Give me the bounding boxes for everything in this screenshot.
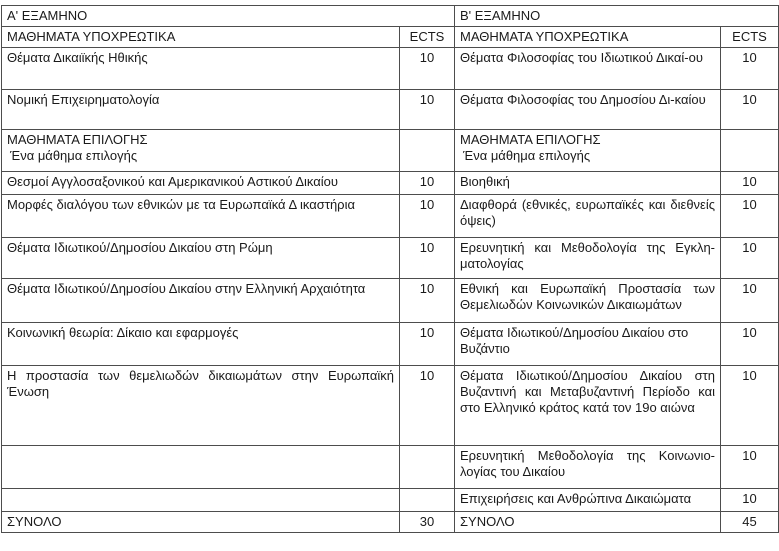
course-b-ects: 10 (721, 195, 779, 238)
table-row (2, 279, 779, 323)
course-a-ects: 10 (400, 238, 455, 279)
course-b-ects: 10 (721, 366, 779, 446)
compulsory-label-a: ΜΑΘΗΜΑΤΑ ΥΠΟΧΡΕΩΤΙΚΑ (2, 27, 400, 48)
course-b-ects: 10 (721, 489, 779, 512)
course-a-ects (400, 489, 455, 512)
total-ects-a: 30 (400, 512, 455, 533)
course-a (2, 489, 400, 512)
table-row (2, 195, 779, 238)
course-b: Βιοηθική (455, 172, 721, 195)
semester-b-header: Β' ΕΞΑΜΗΝΟ (455, 6, 779, 27)
course-a-ects: 10 (400, 48, 455, 90)
table-row (2, 90, 779, 130)
table-row (2, 172, 779, 195)
course-b-ects: 10 (721, 279, 779, 323)
semester-header-row (2, 6, 779, 27)
course-b: Θέματα Ιδιωτικού/Δημοσίου Δικαίου στο Βυζάντιο (455, 323, 721, 366)
table-row (2, 489, 779, 512)
electives-note-a: Ένα μάθημα επιλογής (10, 148, 138, 163)
course-a-ects: 10 (400, 195, 455, 238)
electives-note-b: Ένα μάθημα επιλογής (463, 148, 591, 163)
semester-courses-table (1, 5, 779, 533)
course-b: Ερευνητική Μεθοδολογία της Κοινωνιο-λογίας του Δικαίου (455, 446, 721, 489)
compulsory-header-row (2, 27, 779, 48)
course-a: Θεσμοί Αγγλοσαξονικού και Αμερικανικού Αστικού Δικαίου (2, 172, 400, 195)
course-b: Θέματα Ιδιωτικού/Δημοσίου Δικαίου στη Βυζαντινή και Μεταβυζαντινή Περίοδο και στο Ελληνικό κράτος κατά τον 19ο αιώνα (455, 366, 721, 446)
course-b: Επιχειρήσεις και Ανθρώπινα Δικαιώματα (455, 489, 721, 512)
course-a-ects: 10 (400, 172, 455, 195)
table-row (2, 366, 779, 446)
table-row (2, 238, 779, 279)
course-a: Μορφές διαλόγου των εθνικών με τα Ευρωπαϊκά Δ ικαστήρια (2, 195, 400, 238)
semester-a-header: Α' ΕΞΑΜΗΝΟ (2, 6, 455, 27)
totals-row (2, 512, 779, 533)
course-a-ects (400, 446, 455, 489)
course-b-ects: 10 (721, 323, 779, 366)
course-a: Κοινωνική θεωρία: Δίκαιο και εφαρμογές (2, 323, 400, 366)
course-a: Η προστασία των θεμελιωδών δικαιωμάτων στην Ευρωπαϊκή Ένωση (2, 366, 400, 446)
compulsory-label-b: ΜΑΘΗΜΑΤΑ ΥΠΟΧΡΕΩΤΙΚΑ (455, 27, 721, 48)
course-a-ects: 10 (400, 279, 455, 323)
total-label-a: ΣΥΝΟΛΟ (2, 512, 400, 533)
table-row (2, 446, 779, 489)
course-a: Θέματα Ιδιωτικού/Δημοσίου Δικαίου στην Ελληνική Αρχαιότητα (2, 279, 400, 323)
course-a: Νομική Επιχειρηματολογία (2, 90, 400, 130)
course-b: Θέματα Φιλοσοφίας του Ιδιωτικού Δικαί-ου (455, 48, 721, 90)
course-b-ects: 10 (721, 238, 779, 279)
electives-label-a (2, 130, 400, 172)
course-b-ects: 10 (721, 446, 779, 489)
course-b-ects: 10 (721, 90, 779, 130)
ects-header-b: ECTS (721, 27, 779, 48)
electives-title-b: ΜΑΘΗΜΑΤΑ ΕΠΙΛΟΓΗΣ (460, 132, 601, 147)
total-label-b: ΣΥΝΟΛΟ (455, 512, 721, 533)
course-b: Διαφθορά (εθνικές, ευρωπαϊκές και διεθνείς όψεις) (455, 195, 721, 238)
table-row (2, 48, 779, 90)
course-b: Θέματα Φιλοσοφίας του Δημοσίου Δι-καίου (455, 90, 721, 130)
electives-title-a: ΜΑΘΗΜΑΤΑ ΕΠΙΛΟΓΗΣ (7, 132, 148, 147)
course-a-ects: 10 (400, 366, 455, 446)
course-a-ects: 10 (400, 90, 455, 130)
course-b-ects: 10 (721, 172, 779, 195)
course-a: Θέματα Δικαιϊκής Ηθικής (2, 48, 400, 90)
electives-header-row (2, 130, 779, 172)
total-ects-b: 45 (721, 512, 779, 533)
table-row (2, 323, 779, 366)
course-a (2, 446, 400, 489)
course-b: Ερευνητική και Μεθοδολογία της Εγκλη-ματολογίας (455, 238, 721, 279)
course-a-ects: 10 (400, 323, 455, 366)
course-b: Εθνική και Ευρωπαϊκή Προστασία των Θεμελιωδών Κοινωνικών Δικαιωμάτων (455, 279, 721, 323)
course-a: Θέματα Ιδιωτικού/Δημοσίου Δικαίου στη Ρώμη (2, 238, 400, 279)
course-b-ects: 10 (721, 48, 779, 90)
electives-label-b (455, 130, 721, 172)
ects-header-a: ECTS (400, 27, 455, 48)
